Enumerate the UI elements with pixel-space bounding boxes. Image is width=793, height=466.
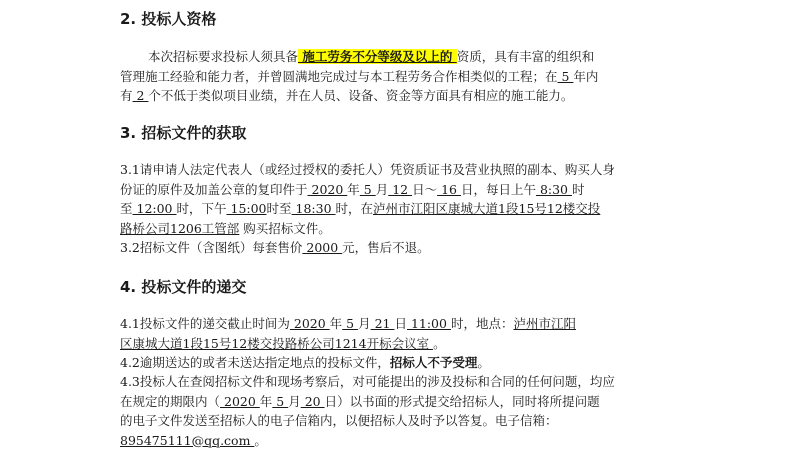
s4-1-line-1: 4.1投标文件的递交截止时间为 2020 年 5 月 21 日 11:00 时，地点：泸州市江阳 (120, 316, 576, 331)
submission-location-1: 泸州市江阳 (513, 316, 576, 331)
qualification-highlight: 施工劳务不分等级及以上的 (298, 49, 457, 64)
s2-line-1: 本次招标要求投标人须具备 施工劳务不分等级及以上的 资质，具有丰富的组织和 (148, 49, 595, 64)
section-4-1-paragraph (120, 314, 680, 353)
not-accepted-notice: 招标人不予受理 (389, 355, 478, 370)
s3-1-line-2: 份证的原件及加盖公章的复印件于 2020 年 5 月 12 日～ 16 日，每日上午 8:30 时 (120, 181, 585, 197)
purchase-location-2: 路桥公司1206工管部 (120, 220, 240, 236)
s4-3-line-2: 在规定的期限内（ 2020 年 5 月 20 日）以书面的形式提交给招标人，同时将所提问题 (120, 393, 600, 409)
section-3-2-paragraph (120, 238, 680, 258)
submission-location-2: 区康城大道1段15号12楼交投路桥公司1214开标会议室 (120, 335, 434, 351)
section-4-3-paragraph (120, 372, 680, 450)
section-3-heading: 3. 招标文件的获取 (120, 124, 247, 142)
section-3-1-paragraph (120, 160, 680, 238)
s4-3-line-3: 的电子文件发送至招标人的电子信箱内，以便招标人及时予以答复。电子信箱： (120, 413, 558, 428)
section-4-heading: 4. 投标文件的递交 (120, 278, 247, 296)
section-2-heading: 2. 投标人资格 (120, 10, 217, 28)
s4-2-line: 4.2逾期送达的或者未送达指定地点的投标文件，招标人不予受理。 (120, 355, 490, 370)
price-value: 2000 (302, 240, 343, 255)
s4-3-line-1: 4.3投标人在查阅招标文件和现场考察后，对可能提出的涉及投标和合同的任何问题，均应 (120, 374, 615, 389)
section-4-2-paragraph (120, 353, 680, 373)
section-2-paragraph (120, 47, 680, 106)
s2-line-3: 有 2 个不低于类似项目业绩，并在人员、设备、资金等方面具有相应的施工能力。 (120, 88, 574, 103)
s3-1-line-1: 3.1请申请人法定代表人（或经过授权的委托人）凭资质证书及营业执照的副本、购买人身 (120, 162, 615, 177)
s3-1-line-4: 路桥公司1206工管部 购买招标文件。 (120, 220, 331, 236)
s4-1-line-2: 区康城大道1段15号12楼交投路桥公司1214开标会议室 。 (120, 335, 446, 351)
s3-1-line-3: 至 12:00 时，下午 15:00时至 18:30 时，在泸州市江阳区康城大道1段15号12楼交投 (120, 201, 601, 216)
purchase-location-1: 泸州市江阳区康城大道1段15号12楼交投 (373, 201, 601, 216)
s4-3-line-4: 895475111@qq.com 。 (120, 432, 267, 448)
s3-2-line: 3.2招标文件（含图纸）每套售价 2000 元，售后不退。 (120, 240, 430, 255)
email-link[interactable]: 895475111@qq.com (120, 432, 255, 448)
s2-line-2: 管理施工经验和能力者，并曾圆满地完成过与本工程劳务合作相类似的工程；在 5 年内 (120, 68, 599, 84)
